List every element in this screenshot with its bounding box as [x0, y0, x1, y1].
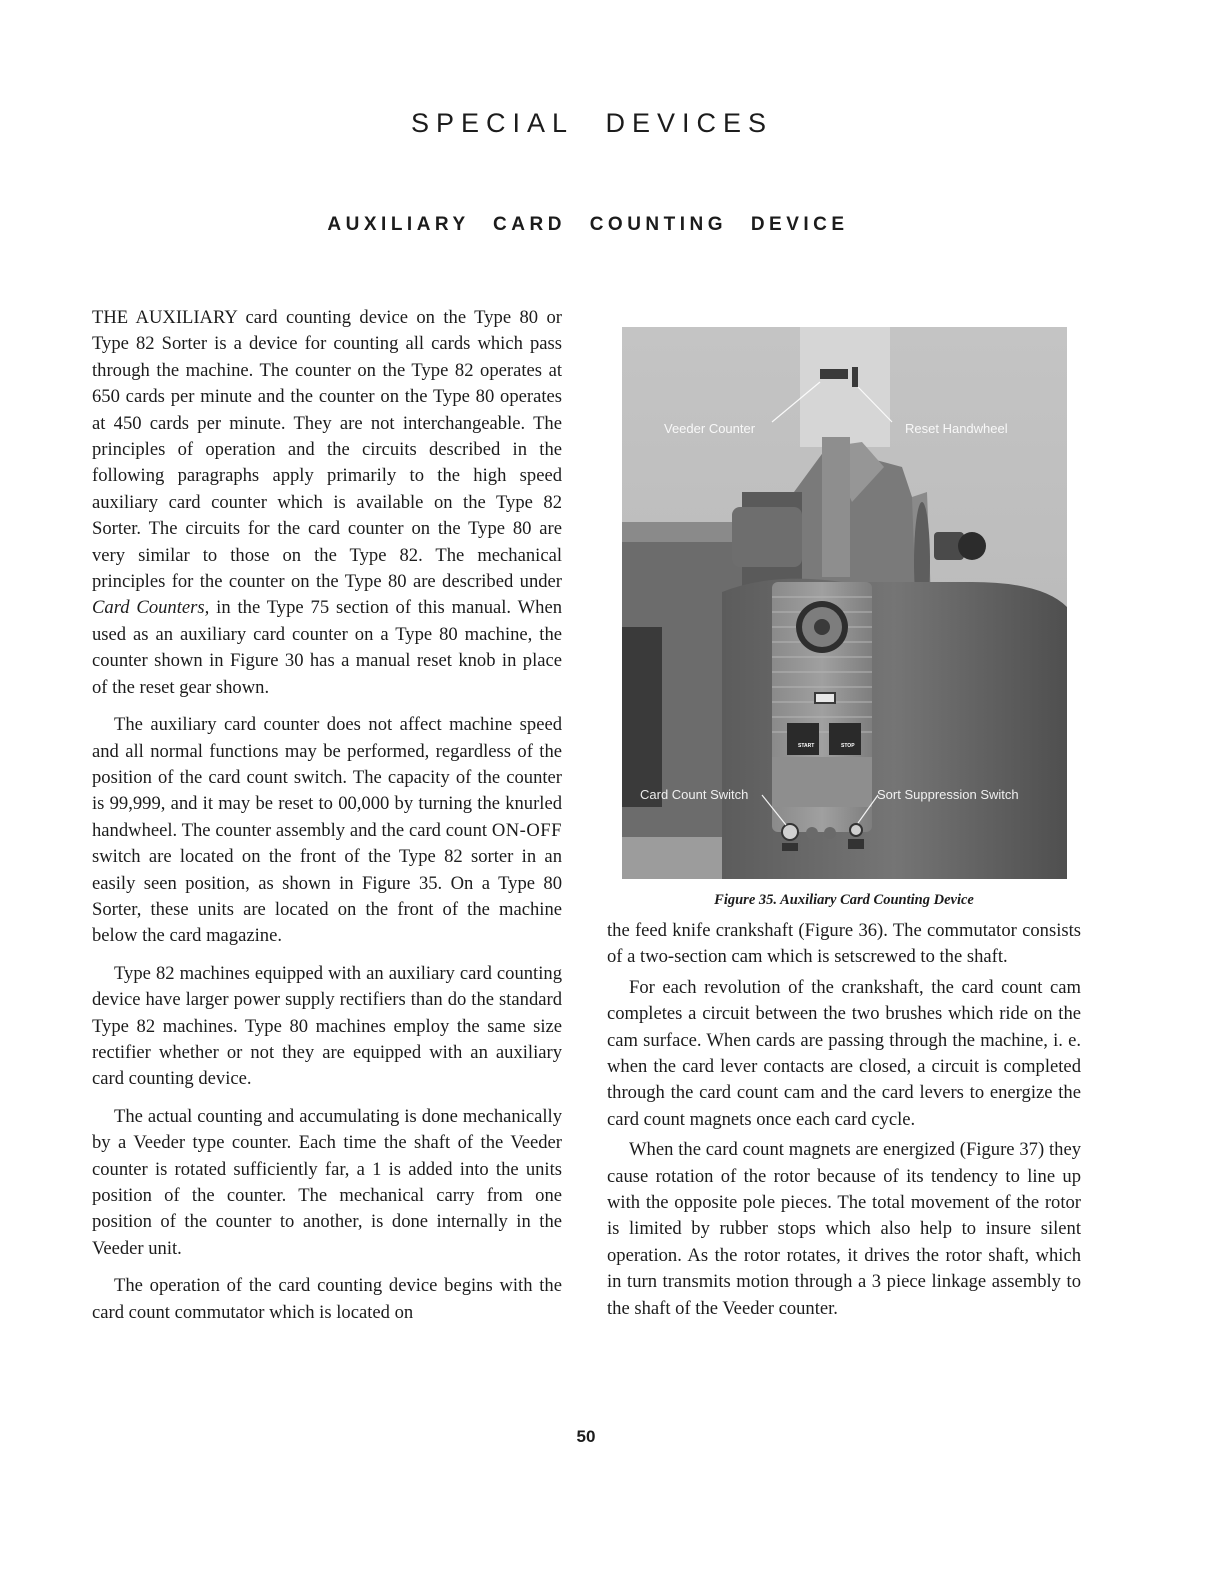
paragraph — [92, 712, 562, 950]
small-caps-term: ON-OFF — [491, 819, 562, 841]
lead-in: THE AUXILIARY — [92, 307, 238, 328]
right-column — [607, 918, 1081, 1326]
paragraph: When the card count magnets are energized (Figure 37) they cause rotation of the rotor because of its tendency to line up with the opposite pole pieces. The total movement of the rotor is limited by rubber stops which also help to insure silent operation. As the rotor rotates, it drives the rotor shaft, which in turn transmits motion through a 3 piece linkage assembly to the shaft of the Veeder counter. — [607, 1139, 1081, 1319]
text-run: in the Type 75 section of this manual. When used as an auxiliary card counter on a Type 80 machine, the counter shown in Figure 30 has a manual reset knob in place of the reset gear shown. — [92, 597, 562, 698]
page-title: SPECIAL DEVICES — [410, 108, 774, 138]
paragraph: the feed knife crankshaft (Figure 36). The commutator consists of a two-section cam which is setscrewed to the shaft. — [607, 920, 1081, 968]
reset-handwheel-label: Reset Handwheel — [905, 421, 1008, 436]
paragraph — [92, 305, 562, 701]
italic-term: Card Counters, — [92, 597, 210, 619]
page-number: 50 — [576, 1427, 596, 1446]
sort-suppression-switch-label: Sort Suppression Switch — [877, 787, 1019, 802]
start-button-label: START — [798, 743, 815, 749]
paragraph: The operation of the card counting device begins with the card count commutator which is located on — [92, 1275, 562, 1323]
text-run: The auxiliary card counter does not affect machine speed and all normal functions may be performed, regardless of the position of the card count switch. The capacity of the counter is 99,999, and it may be reset to 00,000 by turning the knurled handwheel. The counter assembly and the card count — [92, 714, 562, 841]
text-run: switch are located on the front of the Type 82 sorter in an easily seen position, as shown in Figure 35. On a Type 80 Sorter, these units are located on the front of the machine below the card magazine. — [92, 846, 562, 947]
paragraph: Type 82 machines equipped with an auxiliary card counting device have larger power supply rectifiers than do the standard Type 82 machines. Type 80 machines employ the same size rectifier whether or not they are equipped with an auxiliary card counting device. — [92, 962, 562, 1090]
sorter-photo-illustration — [622, 327, 1067, 879]
figure-caption: Figure 35. Auxiliary Card Counting Device — [714, 892, 974, 908]
text-run: card counting device on the Type 80 or Type 82 Sorter is a device for counting all cards which pass through the machine. The counter on the Type 82 operates at 650 cards per minute and the counter on the Type 80 operates at 450 cards per minute. They are not interchangeable. The principles of operation and the circuits described in the following paragraphs apply primarily to the high speed auxiliary card counter which is available on the Type 82 Sorter. The circuits for the card counter on the Type 80 are very similar to those on the Type 82. The mechanical principles for the counter on the Type 80 are described under — [92, 307, 562, 593]
veeder-counter-label: Veeder Counter — [664, 421, 756, 436]
stop-button-label: STOP — [841, 743, 855, 749]
left-column — [92, 305, 562, 1337]
paragraph: For each revolution of the crankshaft, the card count cam completes a circuit between the two brushes which ride on the cam surface. When cards are passing through the machine, i. e. when the card lever contacts are closed, a circuit is completed through the card count cam and the card levers to energize the card count magnets once each card cycle. — [607, 976, 1081, 1130]
paragraph: The actual counting and accumulating is done mechanically by a Veeder type counter. Each time the shaft of the Veeder counter is rotated sufficiently far, a 1 is added into the units position of the counter. The mechanical carry from one position of the counter to another, is done internally in the Veeder unit. — [92, 1105, 562, 1259]
card-count-switch-label: Card Count Switch — [640, 787, 749, 802]
figure-photo — [622, 327, 1067, 879]
section-heading: AUXILIARY CARD COUNTING DEVICE — [327, 214, 849, 235]
